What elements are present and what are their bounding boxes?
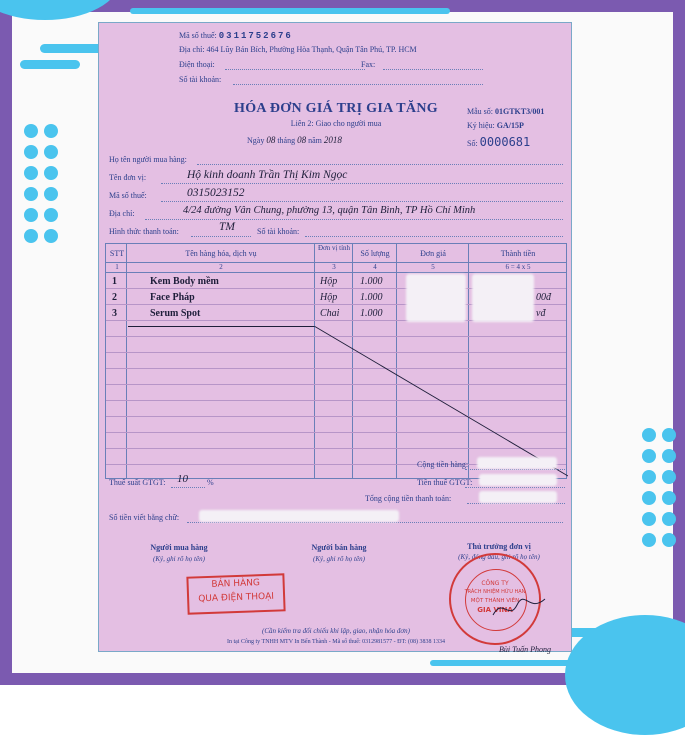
seller-tax-code: 0311752676 [218, 31, 293, 41]
buyer-name-label: Họ tên người mua hàng: [109, 155, 187, 164]
decorative-bar [430, 660, 630, 666]
signer-name: Bùi Tuấn Phong [499, 645, 552, 654]
buyer-sign-title: Người mua hàng [150, 543, 208, 552]
buyer-unit: Hộ kinh doanh Trần Thị Kim Ngọc [187, 169, 348, 181]
item-qty: 1.000 [360, 276, 383, 287]
invoice-month: 08 [297, 135, 307, 145]
amount-words-label: Số tiền viết bằng chữ: [109, 513, 180, 522]
seller-account-label: Số tài khoản: [179, 75, 222, 84]
index-cell: 5 [431, 263, 435, 271]
decorative-bar [130, 8, 450, 14]
phone-sale-stamp: BÁN HÀNG QUA ĐIỆN THOẠI [186, 573, 285, 614]
seller-address-row [179, 45, 417, 54]
subtotal-label: Cộng tiền hàng: [417, 460, 469, 469]
seller-tax-row [179, 31, 293, 41]
grand-total-label: Tổng cộng tiền thanh toán: [365, 494, 452, 503]
col-header-price: Đơn giá [420, 249, 446, 258]
redaction-subtotal [477, 457, 557, 469]
seller-tax-label: Mã số thuế: [179, 31, 217, 40]
index-cell: 6 = 4 x 5 [505, 263, 531, 271]
item-name: Face Pháp [150, 292, 195, 303]
invoice-date: Ngày 08 tháng 08 năm 2018 [247, 135, 342, 145]
invoice-number: Số: 0000681 [467, 135, 531, 149]
redaction-vat [479, 474, 557, 486]
item-stt: 3 [112, 308, 117, 319]
col-header-amount: Thành tiền [500, 249, 536, 258]
seller-sign-note: (Ký, ghi rõ họ tên) [313, 555, 365, 563]
buyer-account-label: Số tài khoản: [257, 227, 300, 236]
buyer-address: 4/24 đường Vân Chung, phường 13, quận Tân Bình, TP Hồ Chí Minh [183, 205, 476, 216]
form-number: Mẫu số: 01GTKT3/001 [467, 107, 545, 116]
goods-table [105, 243, 567, 479]
redaction-price [406, 274, 466, 322]
seller-address: 464 Lũy Bán Bích, Phường Hòa Thạnh, Quận Tân Phú, TP. HCM [206, 45, 417, 54]
col-header-stt: STT [109, 249, 125, 258]
item-unit: Chai [320, 308, 340, 319]
index-cell: 1 [115, 263, 119, 271]
vat-rate: 10 [177, 473, 188, 485]
seller-phone-label: Điện thoại: [179, 60, 215, 69]
item-stt: 2 [112, 292, 117, 303]
item-name: Kem Body mềm [150, 276, 219, 287]
item-amount-visible: vđ [536, 308, 546, 319]
buyer-address-label: Địa chỉ: [109, 209, 135, 218]
item-unit: Hộp [320, 276, 338, 287]
index-cell: 4 [373, 263, 377, 271]
item-stt: 1 [112, 276, 117, 287]
vat-rate-unit: % [207, 478, 214, 487]
item-qty: 1.000 [360, 292, 383, 303]
invoice-year: 2018 [323, 135, 342, 145]
buyer-sign-note: (Ký, ghi rõ họ tên) [153, 555, 205, 563]
col-header-name: Tên hàng hóa, dịch vụ [185, 249, 257, 258]
check-note: (Cần kiểm tra đối chiếu khi lập, giao, nhận hóa đơn) [262, 627, 410, 635]
signature-scribble [489, 593, 549, 623]
col-header-unit: Đơn vị tính [317, 244, 351, 252]
invoice-day: 08 [266, 135, 276, 145]
payment-label: Hình thức thanh toán: [109, 227, 179, 236]
index-cell: 3 [332, 263, 336, 271]
invoice-symbol: Ký hiệu: GA/15P [467, 121, 524, 130]
decorative-dots-right [642, 428, 676, 547]
printer-info: In tại Công ty TNHH MTV In Bến Thành - Mã số thuế: 0312981577 - ĐT: (08) 3838 1334 [226, 639, 445, 645]
head-sign-note: (Ký, đóng dấu, ghi rõ họ tên) [458, 553, 540, 561]
seller-address-label: Địa chỉ: [179, 45, 205, 54]
redaction-total [479, 491, 557, 503]
underline-mark [128, 326, 314, 327]
vat-amount-label: Tiền thuế GTGT: [417, 478, 473, 487]
redaction-words [199, 510, 399, 522]
index-cell: 2 [219, 263, 223, 271]
redaction-amount [472, 274, 534, 322]
decorative-dots-left [24, 124, 58, 243]
vat-rate-label: Thuế suất GTGT: [109, 478, 166, 487]
head-sign-title: Thủ trưởng đơn vị [467, 542, 531, 551]
item-unit: Hộp [320, 292, 338, 303]
payment-method: TM [219, 221, 235, 233]
buyer-tax-code: 0315023152 [187, 187, 245, 199]
item-amount-visible: 00đ [536, 292, 551, 303]
invoice-title: HÓA ĐƠN GIÁ TRỊ GIA TĂNG [234, 101, 438, 116]
decorative-bar [20, 60, 80, 69]
seller-fax-label: Fax: [361, 60, 376, 69]
item-qty: 1.000 [360, 308, 383, 319]
seller-sign-title: Người bán hàng [311, 543, 367, 552]
buyer-unit-label: Tên đơn vị: [109, 173, 147, 182]
item-name: Serum Spot [150, 308, 201, 319]
invoice-copy: Liên 2: Giao cho người mua [290, 119, 382, 128]
buyer-tax-label: Mã số thuế: [109, 191, 147, 200]
vat-invoice [98, 22, 572, 652]
company-seal: CÔNG TY TRÁCH NHIỆM HỮU HẠN MỘT THÀNH VIÊN GIA VINA [449, 553, 541, 645]
col-header-qty: Số lượng [360, 249, 390, 258]
